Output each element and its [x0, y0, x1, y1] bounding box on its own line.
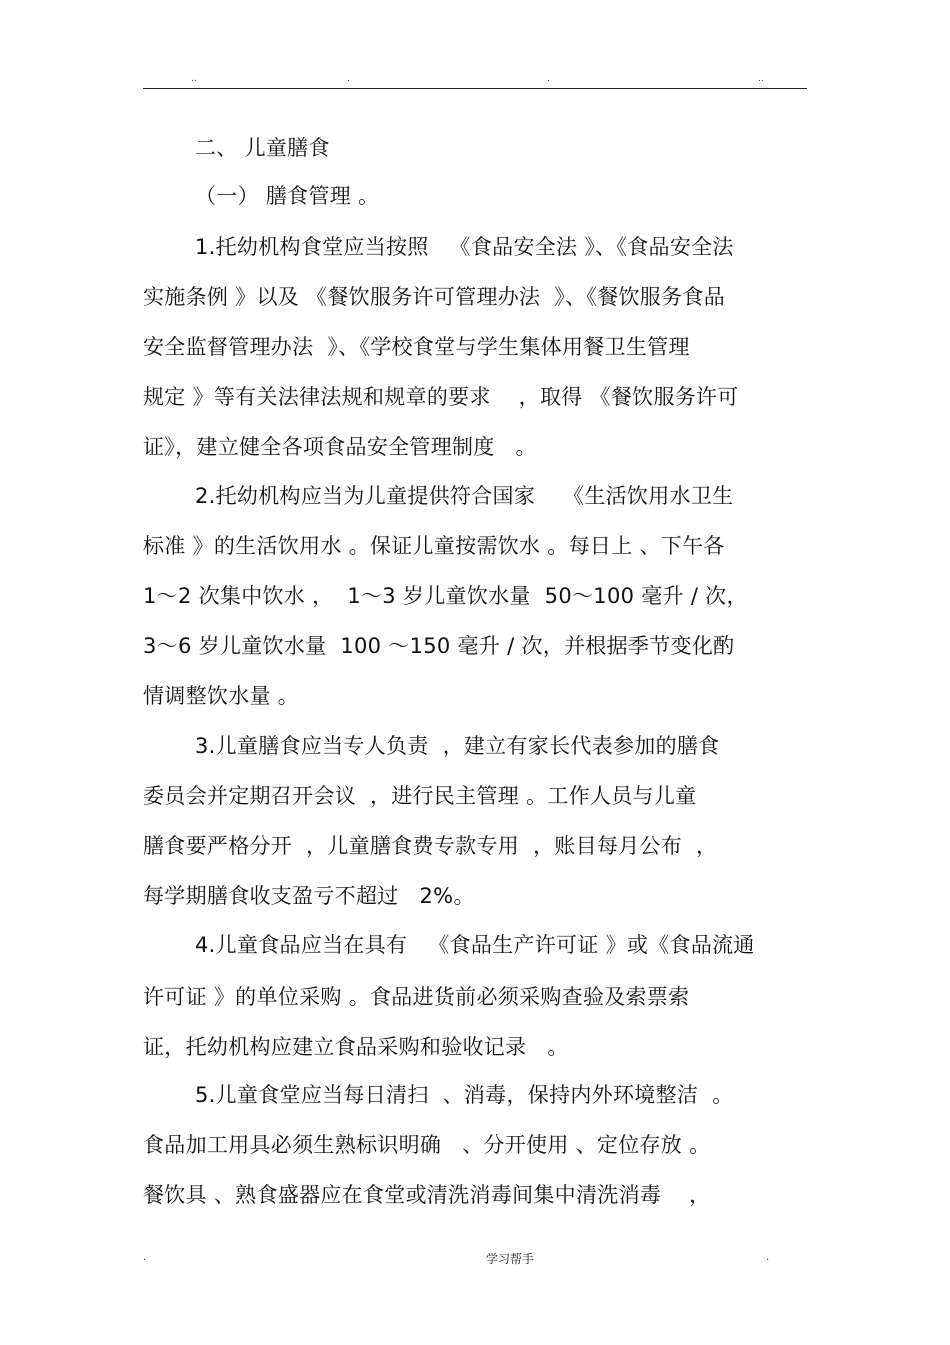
- text-line: 3～6 岁儿童饮水量 100 ～150 毫升 / 次，并根据季节变化酌: [143, 634, 735, 658]
- footer-text: 学习帮手: [486, 1252, 535, 1266]
- text-line: 5.儿童食堂应当每日清扫 、消毒，保持内外环境整洁 。: [195, 1083, 734, 1107]
- text-line: 情调整饮水量 。: [143, 684, 300, 708]
- text-line: 2.托幼机构应当为儿童提供符合国家 《生活饮用水卫生: [195, 484, 734, 508]
- subsection-heading: （一） 膳食管理 。: [195, 184, 380, 208]
- text-line: 委员会并定期召开会议 ，进行民主管理 。工作人员与儿童: [143, 784, 697, 808]
- section-heading: 二、 儿童膳食: [195, 136, 330, 160]
- text-line: 3.儿童膳食应当专人负责 ，建立有家长代表参加的膳食: [195, 734, 720, 758]
- text-line: 膳食要严格分开 ，儿童膳食费专款专用 ，账目每月公布 ，: [143, 834, 718, 858]
- header-mark-3: .: [547, 74, 550, 84]
- footer-mark-left: .: [143, 1252, 147, 1263]
- text-line: 1.托幼机构食堂应当按照 《食品安全法 》、《食品安全法: [195, 235, 734, 259]
- text-line: 食品加工用具必须生熟标识明确 、分开使用 、定位存放 。: [143, 1133, 711, 1157]
- header-mark-4: ..: [758, 74, 764, 84]
- header-rule: [143, 88, 807, 89]
- text-line: 规定 》等有关法律法规和规章的要求 ，取得 《餐饮服务许可: [143, 385, 739, 409]
- header-mark-1: ..: [191, 74, 197, 84]
- text-line: 标准 》的生活饮用水 。保证儿童按需饮水 。每日上 、下午各: [143, 534, 725, 558]
- header-mark-2: .: [347, 74, 350, 84]
- footer-mark-right: .: [766, 1252, 770, 1263]
- text-line: 证》，建立健全各项食品安全管理制度 。: [143, 435, 537, 459]
- text-line: 证，托幼机构应建立食品采购和验收记录 。: [143, 1035, 569, 1059]
- text-line: 实施条例 》以及 《餐饮服务许可管理办法 》、《餐饮服务食品: [143, 285, 725, 309]
- text-line: 4.儿童食品应当在具有 《食品生产许可证 》或《食品流通: [195, 933, 755, 957]
- text-line: 安全监督管理办法 》、《学校食堂与学生集体用餐卫生管理: [143, 335, 690, 359]
- text-line: 1～2 次集中饮水 ， 1～3 岁儿童饮水量 50～100 毫升 / 次，: [143, 584, 748, 608]
- text-line: 餐饮具 、熟食盛器应在食堂或清洗消毒间集中清洗消毒 ，: [143, 1183, 711, 1207]
- text-line: 许可证 》的单位采购 。食品进货前必须采购查验及索票索: [143, 985, 690, 1009]
- text-line: 每学期膳食收支盈亏不超过 2%。: [143, 884, 475, 908]
